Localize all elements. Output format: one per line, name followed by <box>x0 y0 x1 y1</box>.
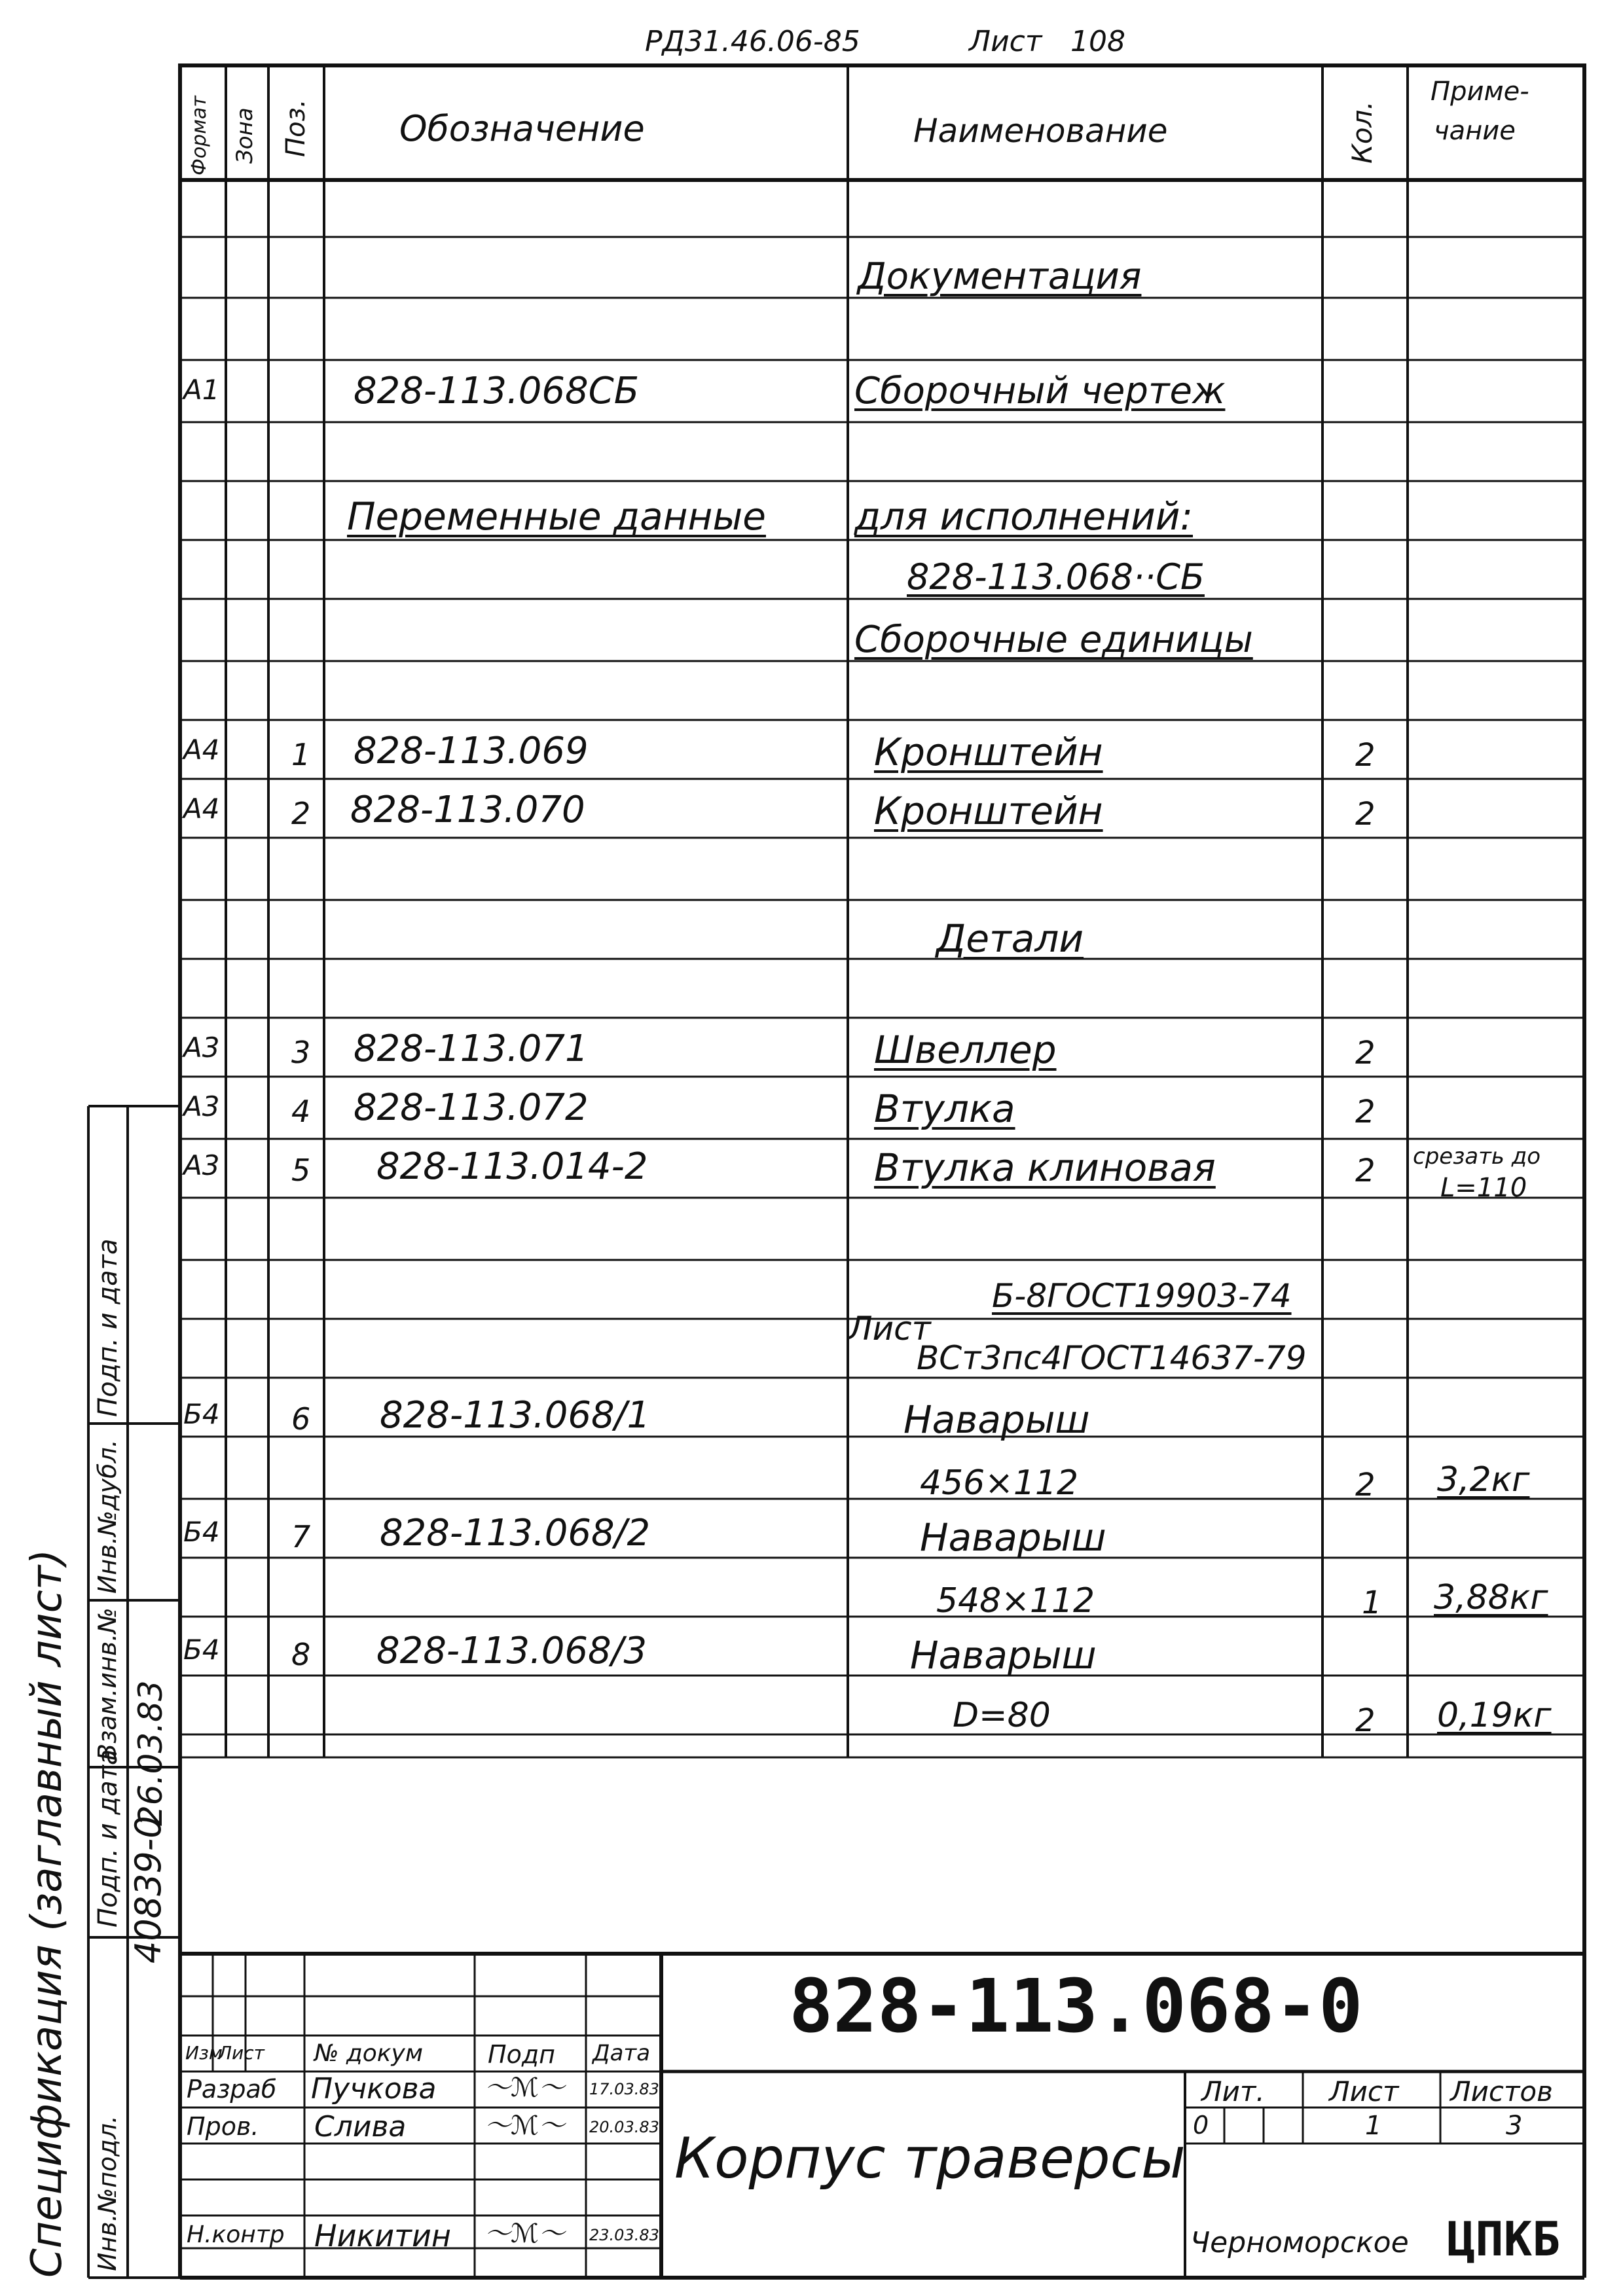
cell-pos: 2 <box>291 796 311 831</box>
side-inv-label: Инв.№подл. <box>93 2115 122 2271</box>
doc-ref: РД31.46.06-85 <box>645 25 860 58</box>
col-doc: № докум <box>314 2040 424 2067</box>
cell-format: А4 <box>183 734 220 766</box>
cell-designation: 828-113.069 <box>354 730 589 772</box>
header-format: Формат <box>188 96 211 175</box>
checker-date: 20.03.83 <box>589 2118 659 2136</box>
cell-qty: 2 <box>1355 1467 1376 1503</box>
org-main: ЦПКБ <box>1447 2212 1561 2267</box>
cell-qty: 2 <box>1355 737 1376 774</box>
developer-signature: 〜ℳ〜 <box>484 2073 565 2103</box>
cell-pos: 4 <box>291 1094 311 1129</box>
side-caption: Спецификация (заглавный лист) <box>23 1549 71 2278</box>
developer-date: 17.03.83 <box>589 2080 659 2098</box>
side-inv-value: 40839-0 <box>128 1816 169 1964</box>
cell-pos: 1 <box>291 737 311 772</box>
checker-signature: 〜ℳ〜 <box>484 2111 565 2141</box>
section-documentation: Документация <box>858 255 1142 298</box>
side-date-value: 26.03.83 <box>132 1680 170 1826</box>
side-date-label: Подп. и дата <box>93 1749 123 1928</box>
section-parts: Детали <box>936 916 1084 961</box>
cell-designation: 828-113.068СБ <box>354 370 640 412</box>
cell-name: Наварыш <box>920 1515 1106 1560</box>
header-name: Наименование <box>913 112 1168 150</box>
developer-label: Разраб <box>187 2075 277 2104</box>
cell-qty: 2 <box>1355 1702 1376 1739</box>
side-replace-label: Взам.инв.№ <box>93 1607 122 1761</box>
col-sign: Подп <box>488 2040 555 2069</box>
cell-name-2: D=80 <box>953 1696 1051 1735</box>
cell-qty: 2 <box>1355 1153 1376 1189</box>
title-name: Корпус траверсы <box>674 2126 1186 2191</box>
title-designation: 828-113.068-0 <box>789 1964 1363 2049</box>
cell-name: Втулка клиновая <box>874 1145 1216 1190</box>
cell-qty: 2 <box>1355 1094 1376 1130</box>
lit-value: 0 <box>1193 2111 1209 2140</box>
sheet-value: 1 <box>1365 2111 1382 2141</box>
cell-pos: 3 <box>291 1035 311 1070</box>
cell-designation: 828-113.071 <box>354 1028 589 1070</box>
header-zone: Зона <box>232 107 258 164</box>
cell-format: А3 <box>183 1031 220 1064</box>
cell-name: Кронштейн <box>874 789 1103 833</box>
norm-signature: 〜ℳ〜 <box>484 2219 565 2249</box>
material-numerator: Б-8ГОСТ19903-74 <box>992 1277 1292 1315</box>
header-pos: Поз. <box>281 99 311 157</box>
cell-name: Наварыш <box>903 1397 1090 1442</box>
sheets-value: 3 <box>1506 2111 1523 2141</box>
sheet-label: Лист <box>969 25 1042 58</box>
cell-format: А3 <box>183 1149 220 1181</box>
cell-format: Б4 <box>183 1634 220 1666</box>
sheet-number: 108 <box>1070 25 1125 58</box>
cell-name: Швеллер <box>874 1028 1057 1072</box>
cell-pos: 6 <box>291 1401 311 1437</box>
norm-label: Н.контр <box>187 2221 285 2248</box>
section-variable-3: 828-113.068··СБ <box>907 556 1205 598</box>
cell-qty: 2 <box>1355 1035 1376 1071</box>
developer-name: Пучкова <box>311 2072 437 2106</box>
cell-designation: 828-113.072 <box>354 1086 589 1129</box>
cell-note: 3,2кг <box>1437 1460 1530 1499</box>
cell-qty: 1 <box>1362 1585 1382 1621</box>
norm-date: 23.03.83 <box>589 2226 659 2244</box>
cell-designation: 828-113.068/3 <box>376 1630 647 1672</box>
cell-note: 3,88кг <box>1434 1578 1548 1617</box>
cell-note: срезать до <box>1413 1143 1541 1170</box>
cell-designation: 828-113.068/2 <box>380 1512 651 1554</box>
cell-name: Кронштейн <box>874 730 1103 774</box>
cell-designation: 828-113.070 <box>350 789 585 831</box>
col-date: Дата <box>593 2040 651 2066</box>
cell-name: Втулка <box>874 1086 1015 1131</box>
cell-pos: 5 <box>291 1153 311 1188</box>
cell-name: Наварыш <box>910 1633 1097 1677</box>
material-denominator: ВСт3пс4ГОСТ14637-79 <box>917 1339 1307 1377</box>
norm-name: Никитин <box>314 2218 451 2253</box>
header-note-1: Приме- <box>1431 77 1529 107</box>
cell-note-2: L=110 <box>1440 1173 1527 1203</box>
checker-name: Слива <box>314 2110 407 2144</box>
lit-label: Лит. <box>1201 2075 1265 2108</box>
header-note-2: чание <box>1434 116 1516 146</box>
cell-designation: 828-113.068/1 <box>380 1394 651 1437</box>
section-assembly-units: Сборочные единицы <box>854 619 1253 661</box>
section-variable-1: Переменные данные <box>347 494 766 539</box>
side-dup-label: Инв.№дубл. <box>93 1439 122 1594</box>
cell-designation: 828-113.014-2 <box>376 1145 648 1188</box>
sheets-col-label: Листов <box>1450 2075 1553 2108</box>
cell-format: А1 <box>183 374 220 406</box>
material-prefix: Лист <box>848 1310 931 1348</box>
col-izm: Изм <box>185 2042 223 2064</box>
org-prefix: Черноморское <box>1190 2226 1409 2259</box>
header-qty: Кол. <box>1346 101 1378 164</box>
checker-label: Пров. <box>187 2112 259 2141</box>
cell-name-2: 548×112 <box>936 1581 1095 1621</box>
cell-note: 0,19кг <box>1437 1696 1552 1735</box>
cell-format: Б4 <box>183 1398 220 1430</box>
cell-pos: 8 <box>291 1637 311 1672</box>
cell-format: А3 <box>183 1090 220 1122</box>
side-sign-label: Подп. и дата <box>93 1238 123 1417</box>
section-variable-2: для исполнений: <box>854 494 1194 539</box>
cell-format: Б4 <box>183 1516 220 1548</box>
cell-qty: 2 <box>1355 796 1376 833</box>
cell-name: Сборочный чертеж <box>854 370 1226 412</box>
col-list: Лист <box>218 2042 264 2064</box>
cell-name-2: 456×112 <box>920 1463 1079 1503</box>
cell-format: А4 <box>183 793 220 825</box>
header-designation: Обозначение <box>399 108 645 149</box>
sheet-col-label: Лист <box>1329 2075 1399 2108</box>
cell-pos: 7 <box>291 1519 311 1554</box>
